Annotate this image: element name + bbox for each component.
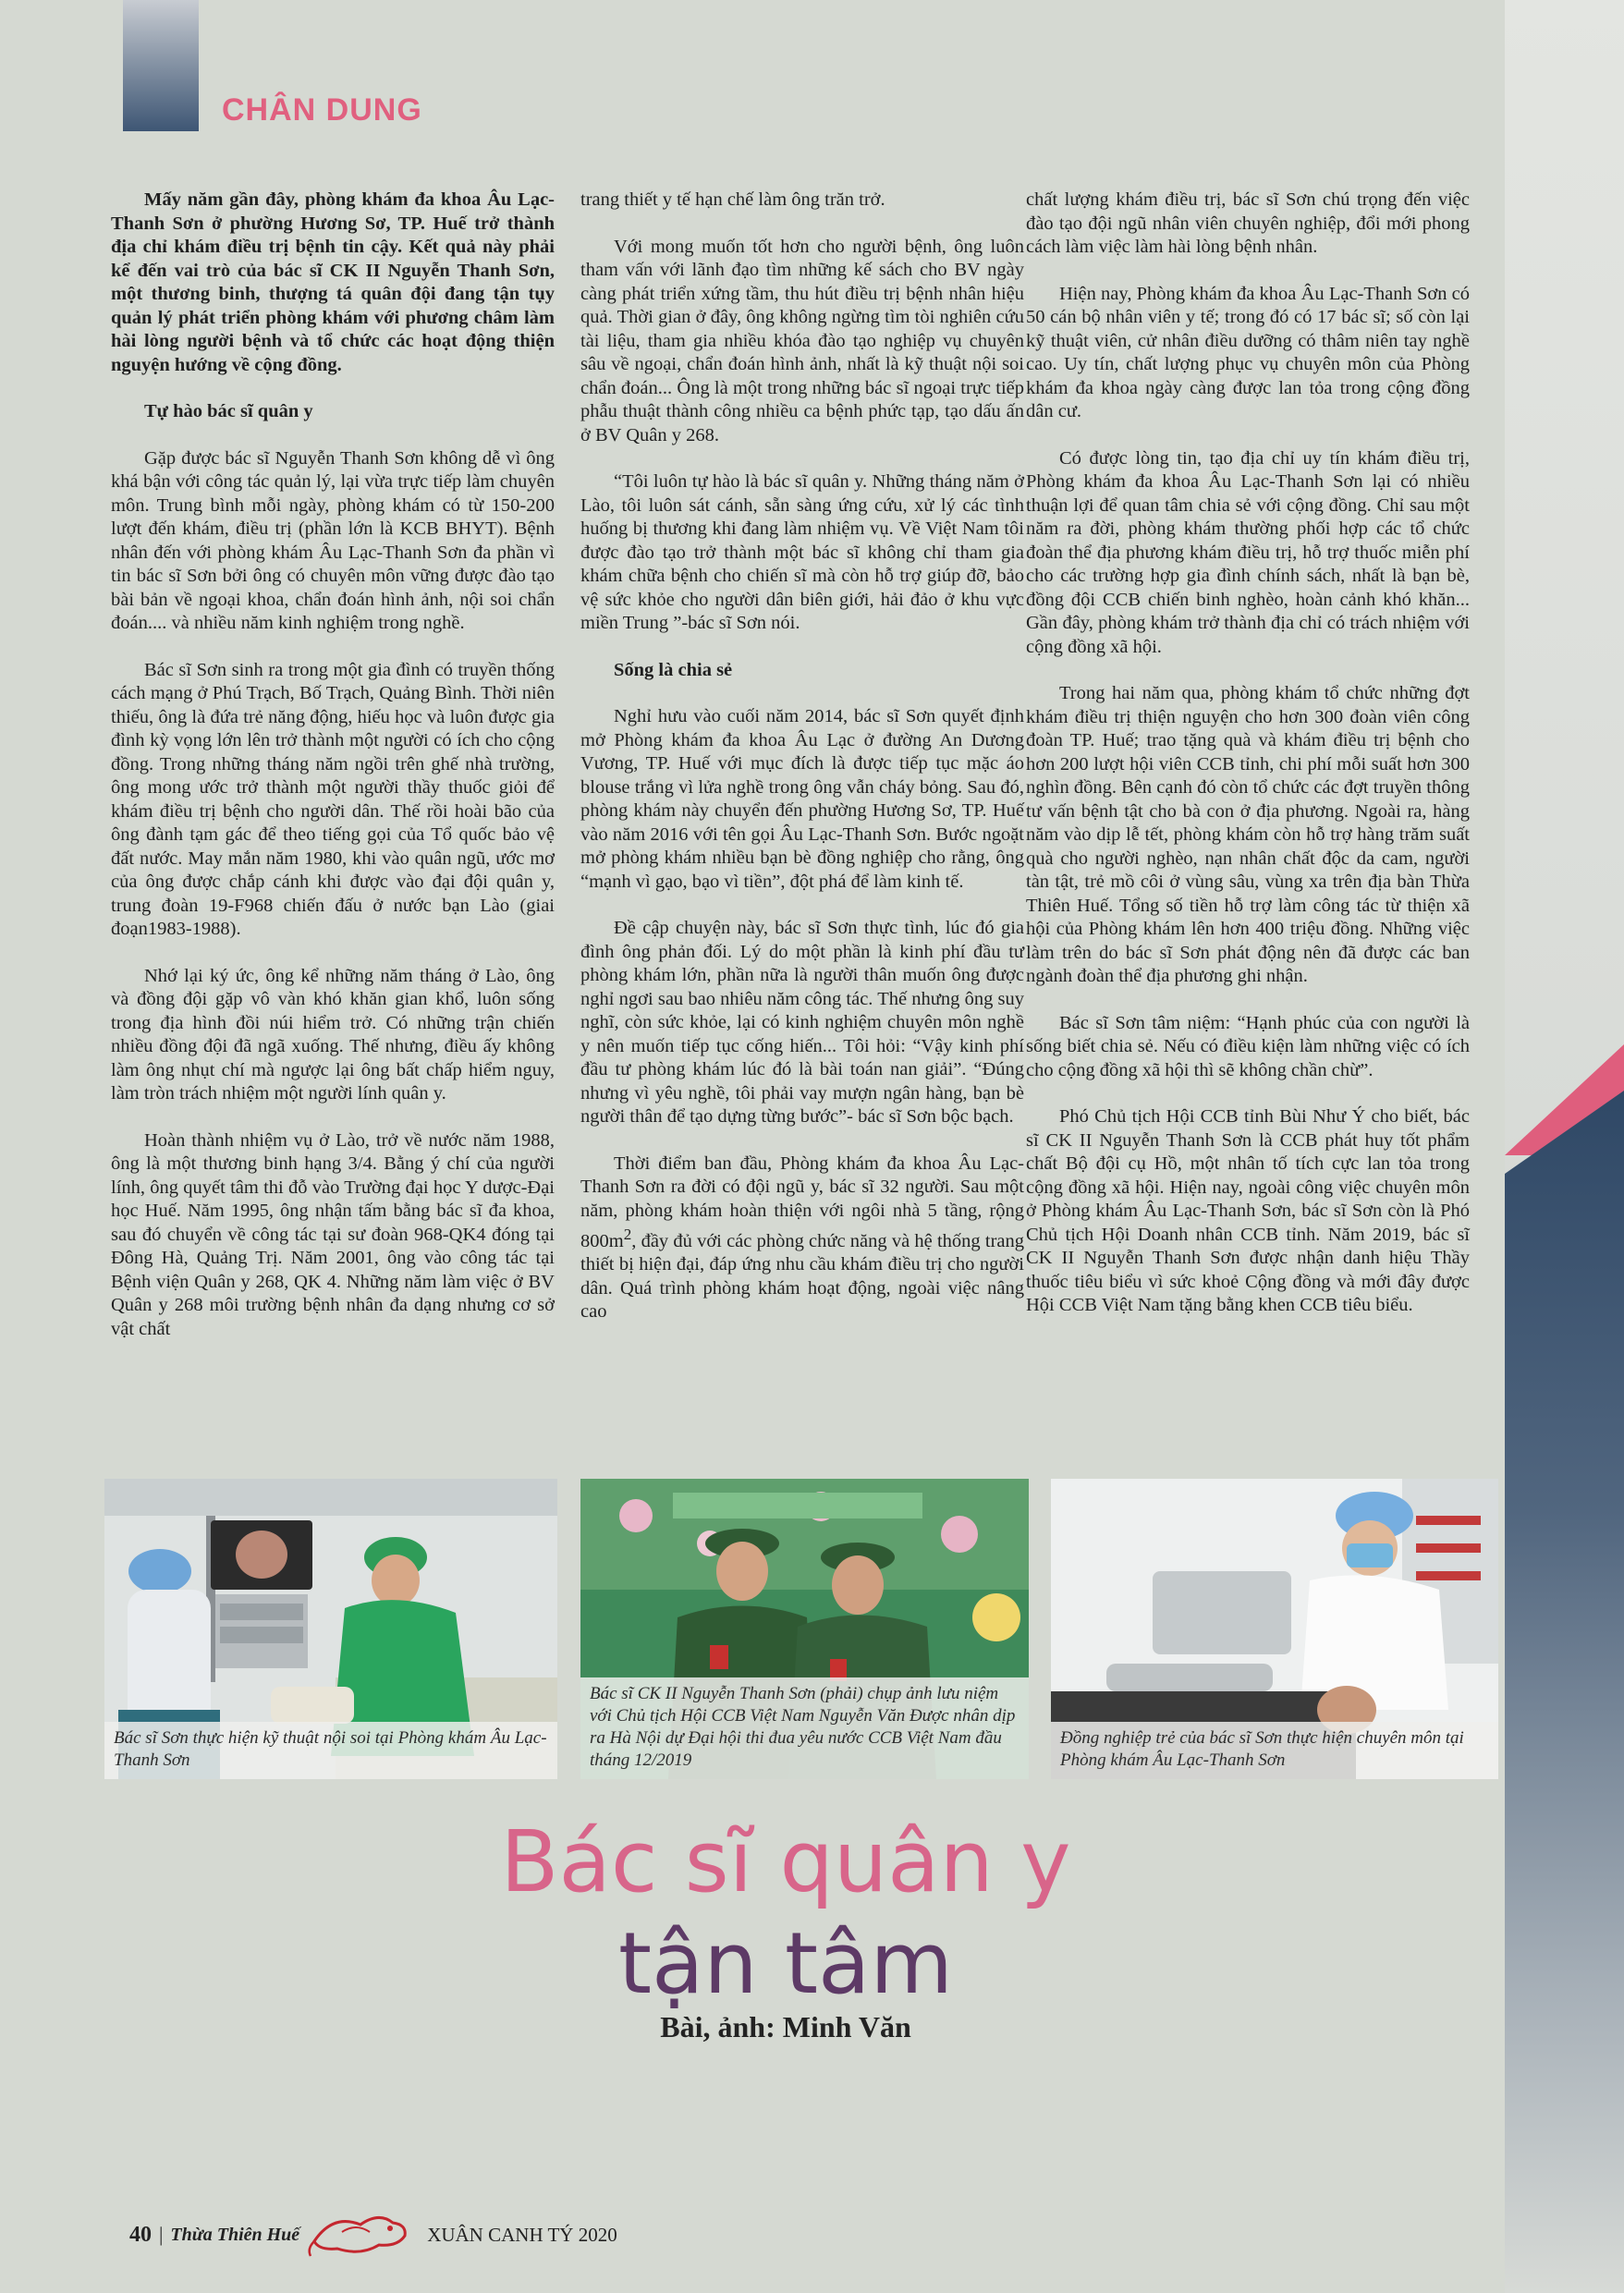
article-title-line-1: Bác sĩ quân y (500, 1812, 1071, 1911)
superscript: 2 (623, 1226, 632, 1243)
paragraph: Hiện nay, Phòng khám đa khoa Âu Lạc-Thanh Sơn có 50 cán bộ nhân viên y tế; trong đó có 17 bác sĩ; số còn lại kỹ thuật viên, cử nhân điều dưỡng có thâm niên tay nghề cao. Uy tín, chất lượng phục vụ chuyên môn của Phòng khám đa khoa ngày càng được lan tỏa trong cộng đồng dân cư. (1026, 283, 1470, 421)
photo-caption: Bác sĩ Sơn thực hiện kỹ thuật nội soi tại Phòng khám Âu Lạc-Thanh Sơn (104, 1722, 557, 1779)
article-title-line-2: tận tâm (617, 1914, 954, 2013)
subheading-pride: Tự hào bác sĩ quân y (144, 401, 313, 421)
photo-caption: Đồng nghiệp trẻ của bác sĩ Sơn thực hiện chuyên môn tại Phòng khám Âu Lạc-Thanh Sơn (1051, 1722, 1498, 1779)
issue-label: XUÂN CANH TÝ 2020 (427, 2223, 617, 2246)
section-accent-bar (123, 0, 199, 131)
paragraph: Bác sĩ Sơn tâm niệm: “Hạnh phúc của con người là sống biết chia sẻ. Nếu có điều kiện làm những việc có ích cho cộng đồng xã hội thì sẽ không chần chừ”. (1026, 1012, 1470, 1080)
paragraph: Nghỉ hưu vào cuối năm 2014, bác sĩ Sơn quyết định mở Phòng khám đa khoa Âu Lạc ở đường An Dương Vương, TP. Huế với mục đích là được tiếp tục mặc áo blouse trắng vì lửa nghề trong ông vẫn cháy bỏng. Sau đó, phòng khám này chuyển đến phường Hương Sơ, TP. Huế vào năm 2016 với tên gọi Âu Lạc-Thanh Sơn. Bước ngoặt mở phòng khám nhiều bạn bè đồng nghiệp cho rằng, ông “mạnh vì gạo, bạo vì tiền”, đột phá để làm kinh tế. (580, 706, 1024, 892)
paragraph: “Tôi luôn tự hào là bác sĩ quân y. Những tháng năm ở Lào, tôi luôn sát cánh, sẵn sàng ứng cứu, xử lý các tình huống bị thương khi đang làm nhiệm vụ. Về Việt Nam tôi được đào tạo trở thành một bác sĩ không chỉ tham gia khám chữa bệnh cho chiến sĩ mà còn hỗ trợ giúp đỡ, bảo vệ sức khỏe cho người dân biên giới, hải đảo ở khu vực miền Trung ”-bác sĩ Sơn nói. (580, 471, 1024, 633)
paragraph: Bác sĩ Sơn sinh ra trong một gia đình có truyền thống cách mạng ở Phú Trạch, Bố Trạch, Quảng Bình. Thời niên thiếu, ông là đứa trẻ năng động, hiếu học và luôn được gia đình kỳ vọng lớn lên trở thành một người có ích cho cộng đồng. Trong những tháng năm ngồi trên ghế nhà trường, ông mong ước trở thành một người thầy thuốc giỏi để khám điều trị bệnh cho người dân. Thế rồi hoài bão của ông đành tạm gác để theo tiếng gọi của Tổ quốc bảo vệ đất nước. May mắn năm 1980, khi vào quân ngũ, ước mơ của ông được chắp cánh khi được vào đại đội quân y, trung đoàn 19-F968 chiến đấu ở nước bạn Lào (giai đoạn1983-1988). (111, 659, 555, 939)
section-label: CHÂN DUNG (222, 92, 422, 128)
paragraph: Với mong muốn tốt hơn cho người bệnh, ông luôn tham vấn với lãnh đạo tìm những kế sách cho BV ngày càng phát triển xứng tầm, thu hút điều trị bệnh nhân hiệu quả. Thời gian ở đây, ông không ngừng tìm tòi nghiên cứu tài liệu, tham gia nhiều khóa đào tạo nghiệp vụ chuyên sâu về ngoại, chẩn đoán hình ảnh, nhất là kỹ thuật nội soi chẩn đoán... Ông là một trong những bác sĩ ngoại trực tiếp phẫu thuật thành công nhiều ca bệnh phức tạp, tạo dấu ấn ở BV Quân y 268. (580, 236, 1024, 445)
paragraph: Trong hai năm qua, phòng khám tổ chức những đợt khám điều trị thiện nguyện cho hơn 300 đoàn viên công đoàn TP. Huế; trao tặng quà và khám điều trị bệnh cho hơn 200 lượt hội viên CCB tỉnh, chi phí mỗi suất hơn 300 nghìn đồng. Bên cạnh đó còn tổ chức các đợt truyền thông tư vấn bệnh tật cho bà con ở địa phương. Ngoài ra, hàng năm vào dịp lễ tết, phòng khám còn hỗ trợ hàng trăm suất quà cho người nghèo, nạn nhân chất độc da cam, người tàn tật, trẻ mồ côi ở vùng sâu, vùng xa trên địa bàn Thừa Thiên Huế. Tổng số tiền hỗ trợ làm công tác từ thiện xã hội của Phòng khám lên hơn 400 triệu đồng. Những việc làm trên do bác sĩ Sơn phát động nên đã được các ban ngành đoàn thể địa phương ghi nhận. (1026, 683, 1470, 986)
page-footer (129, 2204, 617, 2265)
article-column-3 (1026, 189, 1470, 1341)
article-lead: Mấy năm gần đây, phòng khám đa khoa Âu Lạc-Thanh Sơn ở phường Hương Sơ, TP. Huế trở thành địa chỉ khám điều trị bệnh tin cậy. Kết quả này phải kể đến vai trò của bác sĩ CK II Nguyễn Thanh Sơn, một thương binh, thượng tá quân đội đang tận tụy quản lý phát triển phòng khám với phương châm làm hài lòng người bệnh và tổ chức các hoạt động thiện nguyện hướng về cộng đồng. (111, 189, 555, 375)
photo-endoscopy (104, 1479, 557, 1779)
text-run: Thời điểm ban đầu, Phòng khám đa khoa Âu Lạc-Thanh Sơn ra đời có đội ngũ y, bác sĩ 32 người. Sau một năm, phòng khám hoàn thiện với ngôi nhà 5 tầng, rộng 800m (580, 1153, 1024, 1251)
photo-veterans (580, 1479, 1029, 1779)
article-column-2 (580, 189, 1024, 1348)
article-byline: Bài, ảnh: Minh Văn (660, 2010, 911, 2043)
paragraph: chất lượng khám điều trị, bác sĩ Sơn chú trọng đến việc đào tạo đội ngũ nhân viên chuyên nghiệp, đổi mới phong cách làm việc làm hài lòng bệnh nhân. (1026, 189, 1470, 257)
navy-accent-shape (1505, 1091, 1624, 2293)
article-column-1 (111, 189, 555, 1364)
magazine-name: Thừa Thiên Huế (170, 2224, 300, 2245)
paragraph: Nhớ lại ký ức, ông kể những năm tháng ở Lào, ông và đồng đội gặp vô vàn khó khăn gian khổ, luôn sống trong địa hình đồi núi hiểm trở. Có những trận chiến nhiều đồng đội đã ngã xuống. Thế nhưng, điều ấy không làm ông nhụt chí mà ngược lại ông bất chấp hiểm nguy, làm tròn trách nhiệm một người lính quân y. (111, 965, 555, 1104)
paragraph: Đề cập chuyện này, bác sĩ Sơn thực tình, lúc đó gia đình ông phản đối. Lý do một phần là kinh phí đầu tư phòng khám lớn, phần nữa là người thân muốn ông được nghỉ ngơi sau bao nhiêu năm công tác. Thế nhưng ông suy nghĩ, còn sức khỏe, lại có kinh nghiệm chuyên môn nghề y nên muốn tiếp tục cống hiến... Tôi hỏi: “Vậy kinh phí đầu tư phòng khám lúc đó là bài toán nan giải”. “Đúng nhưng vì yêu nghề, tôi phải vay mượn ngân hàng, bạn bè người thân để tạo dựng từng bước”- bác sĩ Sơn bộc bạch. (580, 918, 1024, 1127)
paragraph: Hoàn thành nhiệm vụ ở Lào, trở về nước năm 1988, ông là một thương binh hạng 3/4. Bằng ý chí của người lính, ông quyết tâm thi đỗ vào Trường đại học Y dược-Đại học Huế. Năm 1995, ông nhận tấm bằng bác sĩ đa khoa, sau đó chuyển về công tác tại sư đoàn 968-QK4 đóng tại Đông Hà, Quảng Trị. Năm 2001, ông vào công tác tại Bệnh viện Quân y 268, QK 4. Những năm làm việc ở BV Quân y 268 môi trường bệnh nhân đa dạng nhưng cơ sở vật chất (111, 1129, 555, 1339)
page-number: 40 (129, 2222, 152, 2247)
photo-dental (1051, 1479, 1498, 1779)
subheading-sharing: Sống là chia sẻ (614, 659, 733, 680)
paragraph: trang thiết y tế hạn chế làm ông trăn trở. (580, 189, 885, 210)
photo-caption: Bác sĩ CK II Nguyễn Thanh Sơn (phải) chụp ảnh lưu niệm với Chủ tịch Hội CCB Việt Nam Nguyễn Văn Được nhân dịp ra Hà Nội dự Đại hội thi đua yêu nước CCB Việt Nam đầu tháng 12/2019 (580, 1677, 1029, 1779)
paragraph: Có được lòng tin, tạo địa chỉ uy tín khám điều trị, Phòng khám đa khoa Âu Lạc-Thanh Sơn lại có nhiều thuận lợi để quan tâm chia sẻ với cộng đồng. Chỉ sau một năm ra đời, phòng khám thường phối hợp các tổ chức đoàn thể địa phương khám điều trị, hỗ trợ thuốc miễn phí cho các trường hợp gia đình chính sách, nhất là bạn bè, đồng đội CCB chiến binh nghèo, hoàn cảnh khó khăn... Gần đây, phòng khám trở thành địa chỉ có trách nhiệm với cộng đồng xã hội. (1026, 447, 1470, 657)
paragraph (580, 1153, 1024, 1324)
rat-logo-icon (305, 2204, 416, 2265)
paragraph: Phó Chủ tịch Hội CCB tỉnh Bùi Như Ý cho biết, bác sĩ CK II Nguyễn Thanh Sơn là CCB phát huy tốt phẩm chất Bộ đội cụ Hồ, một nhân tố tích cực lan tỏa trong cộng đồng xã hội. Hiện nay, ngoài công việc chuyên môn ở Phòng khám Âu Lạc-Thanh Sơn, bác sĩ Sơn còn là Phó Chủ tịch Hội Doanh nhân CCB tỉnh. Năm 2019, bác sĩ CK II Nguyễn Thanh Sơn được nhận danh hiệu Thầy thuốc tiêu biểu vì sức khoẻ Cộng đồng và mới đây được Hội CCB Việt Nam tặng bằng khen CCB tiêu biểu. (1026, 1106, 1470, 1315)
paragraph: Gặp được bác sĩ Nguyễn Thanh Sơn không dễ vì ông khá bận với công tác quản lý, lại vừa trực tiếp làm chuyên môn. Trung bình mỗi ngày, phòng khám có từ 150-200 lượt đến khám, điều trị (phần lớn là KCB BHYT). Bệnh nhân đến với phòng khám Âu Lạc-Thanh Sơn đa phần vì tin bác sĩ Sơn bởi ông có chuyên môn vững được đào tạo bài bản về ngoại khoa, chẩn đoán hình ảnh, nội soi chẩn đoán.... và nhiều năm kinh nghiệm trong nghề. (111, 447, 555, 633)
footer-separator: | (159, 2223, 164, 2246)
text-run: , đầy đủ với các phòng chức năng và hệ thống trang thiết bị hiện đại, đáp ứng nhu cầu khám điều trị cho người dân. Quá trình phòng khám hoạt động, ngoài việc nâng cao (580, 1230, 1024, 1323)
